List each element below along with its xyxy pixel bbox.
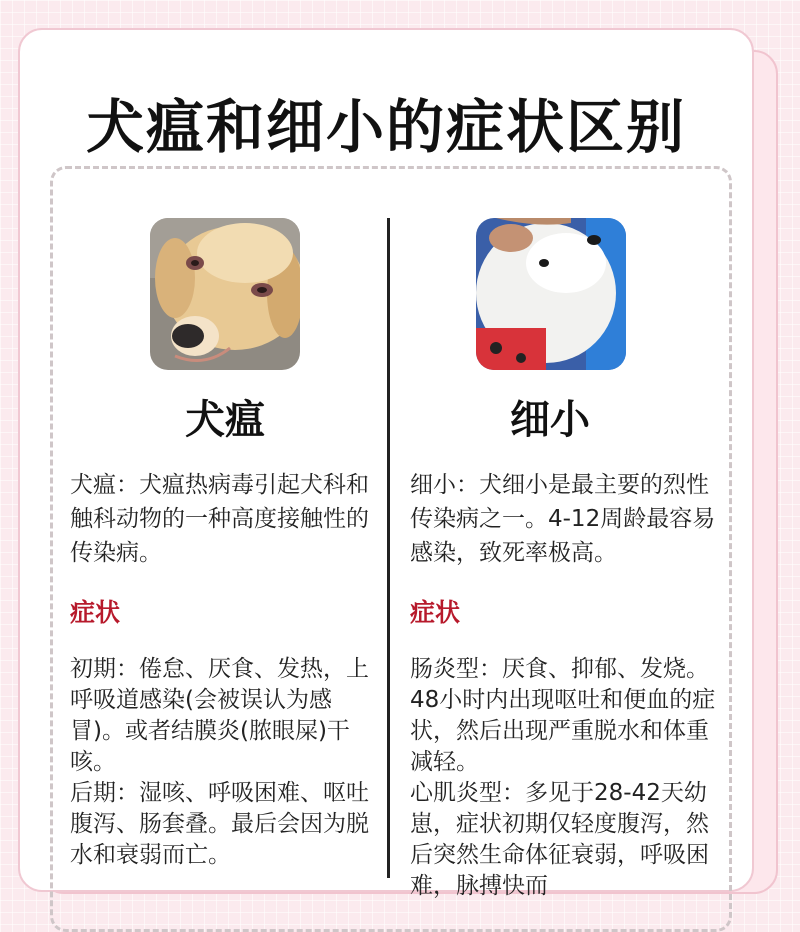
symptom-enteritis-right: 肠炎型：厌食、抑郁、发烧。48小时内出现呕吐和便血的症状，然后出现严重脱水和体重减轻。 <box>410 656 716 775</box>
white-dog-photo-icon <box>476 218 626 370</box>
left-dog-photo <box>150 218 300 370</box>
column-divider <box>387 218 390 878</box>
left-column <box>70 218 380 871</box>
symptoms-heading-left: 症状 <box>70 598 121 627</box>
right-column <box>410 218 722 902</box>
disease-description-right: 细小：犬细小是最主要的烈性传染病之一。4-12周龄最容易感染，致死率极高。 <box>410 472 716 566</box>
symptoms-heading-right: 症状 <box>410 598 461 627</box>
page-title: 犬瘟和细小的症状区别 <box>85 93 686 161</box>
disease-description-left: 犬瘟：犬瘟热病毒引起犬科和触科动物的一种高度接触性的传染病。 <box>70 472 369 566</box>
disease-name-left: 犬瘟 <box>185 397 265 443</box>
right-dog-photo <box>476 218 626 370</box>
symptom-myocarditis-right: 心肌炎型：多见于28-42天幼崽，症状初期仅轻度腹泻，然后突然生命体征衰弱，呼吸困难，脉搏快而 <box>410 780 709 899</box>
symptom-late-left: 后期：湿咳、呼吸困难、呕吐腹泻、肠套叠。最后会因为脱水和衰弱而亡。 <box>70 780 369 868</box>
golden-dog-photo-icon <box>150 218 300 370</box>
symptom-early-left: 初期：倦怠、厌食、发热，上呼吸道感染(会被误认为感冒)。或者结膜炎(脓眼屎)干咳。 <box>70 656 369 775</box>
disease-name-right: 细小 <box>510 397 590 443</box>
